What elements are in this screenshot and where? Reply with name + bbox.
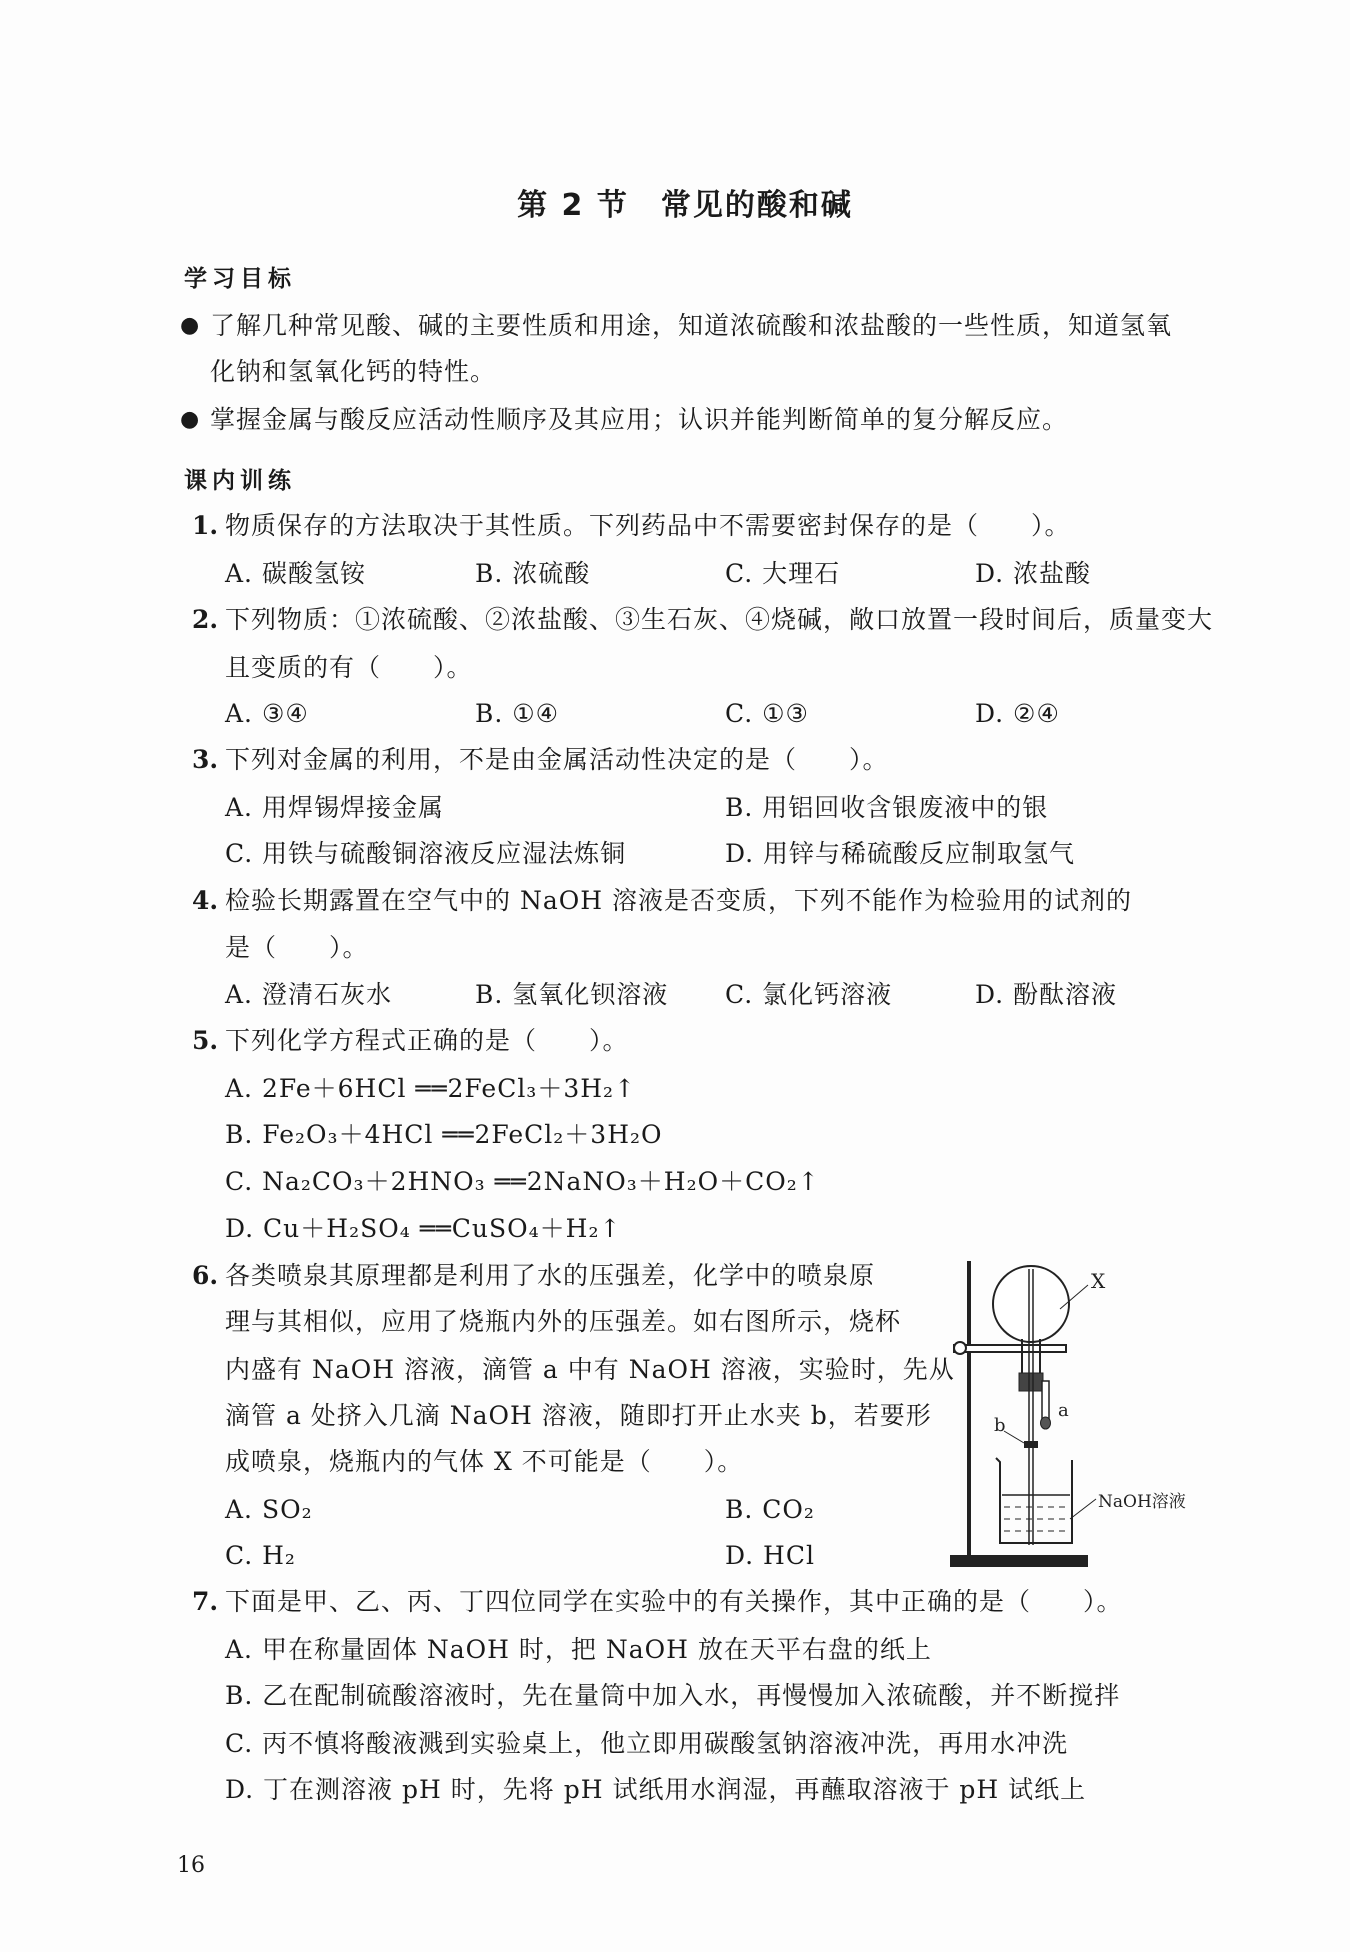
question-text-line: 下列化学方程式正确的是（ ）。 bbox=[225, 1026, 629, 1055]
option-c: C. 大理石 bbox=[725, 559, 841, 588]
option-b: B. 乙在配制硫酸溶液时，先在量筒中加入水，再慢慢加入浓硫酸，并不断搅拌 bbox=[225, 1681, 1121, 1710]
question-text-line: 下列物质：①浓硫酸、②浓盐酸、③生石灰、④烧碱，敞口放置一段时间后，质量变大 bbox=[225, 605, 1214, 634]
option-d: D. 酚酞溶液 bbox=[975, 980, 1118, 1009]
option-c: C. 丙不慎将酸液溅到实验桌上，他立即用碳酸氢钠溶液冲洗，再用水冲洗 bbox=[225, 1729, 1069, 1758]
clip-b bbox=[1024, 1441, 1038, 1448]
option-c: C. ①③ bbox=[725, 699, 809, 728]
option-a: A. 澄清石灰水 bbox=[225, 980, 392, 1009]
clamp-knob bbox=[954, 1342, 966, 1354]
option-b: B. 用铝回收含银废液中的银 bbox=[725, 793, 1049, 822]
flask-bulb bbox=[993, 1266, 1069, 1342]
question-text-line: 内盛有 NaOH 溶液，滴管 a 中有 NaOH 溶液，实验时，先从 bbox=[225, 1355, 955, 1384]
question-text-line: 下列对金属的利用，不是由金属活动性决定的是（ ）。 bbox=[225, 745, 889, 774]
objective-bullet: ● bbox=[180, 313, 200, 338]
beaker bbox=[996, 1458, 1072, 1543]
question-text-line: 各类喷泉其原理都是利用了水的压强差，化学中的喷泉原 bbox=[225, 1261, 876, 1290]
option-a: A. 甲在称量固体 NaOH 时，把 NaOH 放在天平右盘的纸上 bbox=[225, 1635, 932, 1664]
stand-base bbox=[950, 1555, 1088, 1567]
option-c: C. 氯化钙溶液 bbox=[725, 980, 893, 1009]
question-text-line: 成喷泉，烧瓶内的气体 X 不可能是（ ）。 bbox=[225, 1447, 744, 1476]
question-text-line: 滴管 a 处挤入几滴 NaOH 溶液，随即打开止水夹 b，若要形 bbox=[225, 1401, 932, 1430]
option-d: D. 丁在测溶液 pH 时，先将 pH 试纸用水润湿，再蘸取溶液于 pH 试纸上 bbox=[225, 1775, 1087, 1804]
solution-leader bbox=[1070, 1499, 1096, 1519]
clamp-bar bbox=[954, 1345, 1066, 1352]
option-b: B. Fe₂O₃＋4HCl ══2FeCl₂＋3H₂O bbox=[225, 1120, 663, 1149]
option-a: A. ③④ bbox=[225, 699, 309, 728]
option-b: B. 浓硫酸 bbox=[475, 559, 591, 588]
question-number: 6. bbox=[192, 1261, 219, 1290]
label-naoh-solution: NaOH溶液 bbox=[1098, 1492, 1186, 1512]
question-text-line: 是（ ）。 bbox=[225, 933, 369, 962]
dropper-a bbox=[1042, 1381, 1049, 1419]
option-d: D. Cu＋H₂SO₄ ══CuSO₄＋H₂↑ bbox=[225, 1214, 622, 1243]
question-number: 5. bbox=[192, 1026, 219, 1055]
option-d: D. 用锌与稀硫酸反应制取氢气 bbox=[725, 839, 1076, 868]
objective-bullet: ● bbox=[180, 407, 200, 432]
option-a: A. 碳酸氢铵 bbox=[225, 559, 366, 588]
option-c: C. Na₂CO₃＋2HNO₃ ══2NaNO₃＋H₂O＋CO₂↑ bbox=[225, 1167, 820, 1196]
question-text-line: 理与其相似，应用了烧瓶内外的压强差。如右图所示，烧杯 bbox=[225, 1307, 902, 1336]
objective-text-line: 了解几种常见酸、碱的主要性质和用途，知道浓硫酸和浓盐酸的一些性质，知道氢氧 bbox=[210, 311, 1173, 340]
option-b: B. CO₂ bbox=[725, 1495, 815, 1524]
question-number: 2. bbox=[192, 605, 219, 634]
label-b: b bbox=[994, 1415, 1006, 1436]
option-d: D. ②④ bbox=[975, 699, 1060, 728]
fountain-apparatus-figure bbox=[940, 1255, 1200, 1575]
section-title: 第 2 节 常见的酸和碱 bbox=[517, 188, 853, 223]
question-text-line: 且变质的有（ ）。 bbox=[225, 653, 473, 682]
objective-text-line: 掌握金属与酸反应活动性顺序及其应用；认识并能判断简单的复分解反应。 bbox=[210, 405, 1069, 434]
training-heading: 课内训练 bbox=[184, 468, 296, 494]
objectives-heading: 学习目标 bbox=[184, 266, 296, 292]
option-a: A. SO₂ bbox=[225, 1495, 313, 1524]
question-number: 4. bbox=[192, 886, 219, 915]
page-number: 16 bbox=[177, 1853, 205, 1878]
stopper bbox=[1019, 1373, 1043, 1391]
objective-text-line: 化钠和氢氧化钙的特性。 bbox=[210, 357, 497, 386]
question-number: 1. bbox=[192, 511, 219, 540]
option-d: D. HCl bbox=[725, 1541, 815, 1570]
label-a: a bbox=[1058, 1400, 1069, 1421]
question-number: 7. bbox=[192, 1587, 219, 1616]
question-text-line: 物质保存的方法取决于其性质。下列药品中不需要密封保存的是（ ）。 bbox=[225, 511, 1071, 540]
clip-b-leader bbox=[1004, 1431, 1024, 1443]
question-text-line: 下面是甲、乙、丙、丁四位同学在实验中的有关操作，其中正确的是（ ）。 bbox=[225, 1587, 1123, 1616]
option-c: C. 用铁与硫酸铜溶液反应湿法炼铜 bbox=[225, 839, 627, 868]
option-b: B. 氢氧化钡溶液 bbox=[475, 980, 669, 1009]
question-number: 3. bbox=[192, 745, 219, 774]
label-x: X bbox=[1091, 1269, 1106, 1293]
option-c: C. H₂ bbox=[225, 1541, 296, 1570]
dropper-bulb bbox=[1041, 1417, 1051, 1429]
question-text-line: 检验长期露置在空气中的 NaOH 溶液是否变质，下列不能作为检验用的试剂的 bbox=[225, 886, 1132, 915]
option-b: B. ①④ bbox=[475, 699, 560, 728]
option-d: D. 浓盐酸 bbox=[975, 559, 1092, 588]
option-a: A. 2Fe＋6HCl ══2FeCl₃＋3H₂↑ bbox=[225, 1074, 637, 1103]
option-a: A. 用焊锡焊接金属 bbox=[225, 793, 444, 822]
